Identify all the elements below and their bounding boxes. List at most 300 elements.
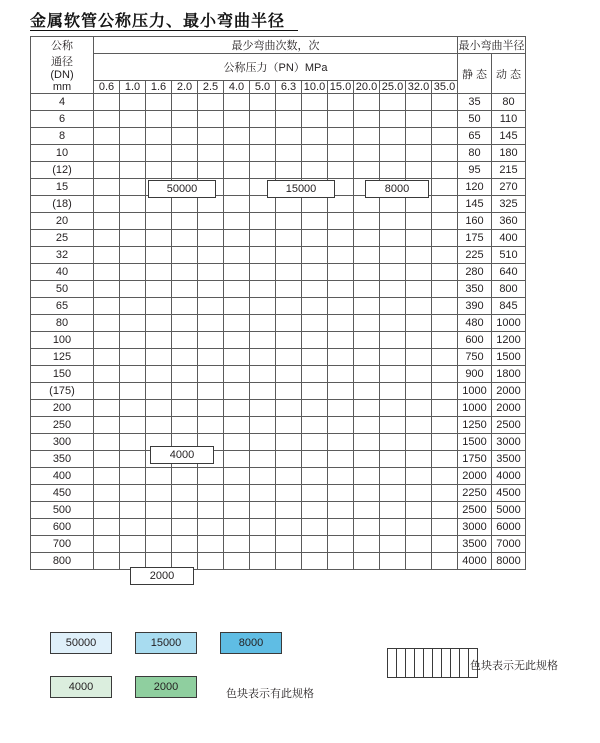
spec-cell — [354, 213, 380, 230]
table-row — [31, 400, 526, 417]
row-static-radius: 95 — [458, 162, 492, 179]
spec-cell — [354, 553, 380, 570]
row-static-radius: 145 — [458, 196, 492, 213]
spec-cell — [354, 400, 380, 417]
spec-cell — [250, 553, 276, 570]
row-dynamic-radius: 2500 — [492, 417, 526, 434]
spec-cell — [276, 94, 302, 111]
spec-cell — [302, 417, 328, 434]
spec-cell — [302, 264, 328, 281]
spec-cell — [146, 332, 172, 349]
legend-blank-grid — [387, 648, 478, 678]
spec-cell — [328, 111, 354, 128]
legend-blank-cell — [424, 649, 433, 678]
spec-cell — [328, 383, 354, 400]
spec-cell — [380, 264, 406, 281]
spec-cell — [302, 502, 328, 519]
spec-cell — [250, 230, 276, 247]
spec-cell — [250, 264, 276, 281]
spec-cell — [250, 281, 276, 298]
row-static-radius: 1500 — [458, 434, 492, 451]
table-row — [31, 383, 526, 400]
spec-cell — [380, 315, 406, 332]
spec-cell — [172, 366, 198, 383]
spec-cell — [120, 349, 146, 366]
table-row — [31, 213, 526, 230]
header-pn-value: 6.3 — [276, 81, 302, 94]
spec-cell — [302, 400, 328, 417]
spec-cell — [94, 366, 120, 383]
spec-cell — [94, 485, 120, 502]
spec-cell — [198, 485, 224, 502]
row-dynamic-radius: 145 — [492, 128, 526, 145]
spec-cell — [406, 468, 432, 485]
spec-cell — [328, 502, 354, 519]
row-dynamic-radius: 6000 — [492, 519, 526, 536]
spec-cell — [198, 553, 224, 570]
spec-cell — [276, 230, 302, 247]
spec-cell — [120, 417, 146, 434]
spec-cell — [120, 111, 146, 128]
spec-cell — [276, 315, 302, 332]
row-static-radius: 160 — [458, 213, 492, 230]
header-pn-value: 1.6 — [146, 81, 172, 94]
spec-cell — [224, 468, 250, 485]
spec-cell — [224, 247, 250, 264]
spec-cell — [198, 383, 224, 400]
spec-cell — [380, 434, 406, 451]
spec-cell — [250, 94, 276, 111]
spec-cell — [276, 128, 302, 145]
row-dn-label: 200 — [31, 400, 94, 417]
spec-cell — [432, 281, 458, 298]
header-dn-line-1: 公称 — [51, 40, 73, 52]
spec-cell — [250, 332, 276, 349]
spec-cell — [328, 417, 354, 434]
spec-cell — [354, 536, 380, 553]
row-dn-label: 25 — [31, 230, 94, 247]
spec-cell — [302, 451, 328, 468]
spec-cell — [302, 434, 328, 451]
row-dn-label: 4 — [31, 94, 94, 111]
legend-blank-cell — [406, 649, 415, 678]
legend-blank-cell — [451, 649, 460, 678]
spec-cell — [120, 162, 146, 179]
spec-cell — [224, 434, 250, 451]
spec-cell — [224, 485, 250, 502]
row-dynamic-radius: 180 — [492, 145, 526, 162]
row-dynamic-radius: 3000 — [492, 434, 526, 451]
spec-cell — [276, 536, 302, 553]
table-row — [31, 451, 526, 468]
spec-cell — [120, 298, 146, 315]
spec-cell — [198, 400, 224, 417]
spec-cell — [328, 553, 354, 570]
spec-cell — [406, 519, 432, 536]
row-static-radius: 2500 — [458, 502, 492, 519]
table-row — [31, 536, 526, 553]
spec-cell — [94, 179, 120, 196]
spec-cell — [146, 349, 172, 366]
spec-cell — [302, 536, 328, 553]
row-dn-label: (175) — [31, 383, 94, 400]
spec-cell — [406, 162, 432, 179]
table-row — [31, 145, 526, 162]
spec-cell — [120, 451, 146, 468]
row-dynamic-radius: 510 — [492, 247, 526, 264]
row-dynamic-radius: 360 — [492, 213, 526, 230]
row-dynamic-radius: 800 — [492, 281, 526, 298]
row-dn-label: 40 — [31, 264, 94, 281]
spec-cell — [146, 111, 172, 128]
row-dynamic-radius: 270 — [492, 179, 526, 196]
row-static-radius: 390 — [458, 298, 492, 315]
spec-cell — [380, 332, 406, 349]
spec-cell — [302, 332, 328, 349]
spec-cell — [250, 315, 276, 332]
spec-cell — [432, 502, 458, 519]
table-row — [31, 519, 526, 536]
spec-cell — [432, 111, 458, 128]
spec-cell — [380, 417, 406, 434]
spec-cell — [198, 111, 224, 128]
legend-label: 8000 — [220, 632, 282, 654]
header-pn-value: 35.0 — [432, 81, 458, 94]
spec-cell — [432, 298, 458, 315]
spec-cell — [172, 264, 198, 281]
spec-cell — [432, 145, 458, 162]
spec-cell — [380, 281, 406, 298]
spec-cell — [224, 94, 250, 111]
spec-cell — [224, 145, 250, 162]
spec-cell — [302, 230, 328, 247]
table-row — [31, 349, 526, 366]
spec-cell — [276, 485, 302, 502]
row-static-radius: 1750 — [458, 451, 492, 468]
spec-cell — [224, 519, 250, 536]
row-dynamic-radius: 325 — [492, 196, 526, 213]
spec-cell — [328, 451, 354, 468]
spec-cell — [432, 417, 458, 434]
spec-cell — [354, 111, 380, 128]
row-dynamic-radius: 8000 — [492, 553, 526, 570]
table-row — [31, 264, 526, 281]
spec-cell — [354, 366, 380, 383]
table-row — [31, 128, 526, 145]
header-pn-values-row — [31, 81, 526, 94]
spec-cell — [146, 247, 172, 264]
spec-cell — [276, 349, 302, 366]
spec-cell — [172, 196, 198, 213]
table-row — [31, 111, 526, 128]
spec-cell — [94, 315, 120, 332]
row-static-radius: 350 — [458, 281, 492, 298]
spec-cell — [380, 400, 406, 417]
spec-cell — [276, 502, 302, 519]
spec-cell — [224, 502, 250, 519]
header-dynamic: 动 态 — [492, 54, 526, 94]
spec-cell — [94, 502, 120, 519]
spec-cell — [302, 298, 328, 315]
table-row — [31, 332, 526, 349]
spec-cell — [224, 281, 250, 298]
spec-cell — [432, 434, 458, 451]
spec-cell — [406, 536, 432, 553]
spec-cell — [94, 536, 120, 553]
spec-cell — [94, 230, 120, 247]
spec-cell — [406, 553, 432, 570]
spec-cell — [432, 366, 458, 383]
spec-cell — [120, 213, 146, 230]
spec-cell — [354, 145, 380, 162]
header-pn-value: 10.0 — [302, 81, 328, 94]
spec-cell — [224, 417, 250, 434]
spec-cell — [198, 281, 224, 298]
spec-cell — [432, 553, 458, 570]
spec-cell — [276, 468, 302, 485]
header-pn-value: 4.0 — [224, 81, 250, 94]
spec-cell — [198, 247, 224, 264]
table-row — [31, 434, 526, 451]
spec-cell — [172, 536, 198, 553]
callout-value: 15000 — [267, 180, 335, 198]
spec-cell — [354, 298, 380, 315]
spec-cell — [172, 128, 198, 145]
spec-cell — [94, 111, 120, 128]
row-dn-label: 50 — [31, 281, 94, 298]
spec-cell — [328, 434, 354, 451]
spec-cell — [354, 247, 380, 264]
spec-cell — [276, 332, 302, 349]
spec-cell — [120, 94, 146, 111]
table-row — [31, 553, 526, 570]
spec-cell — [328, 162, 354, 179]
spec-cell — [406, 434, 432, 451]
spec-cell — [328, 145, 354, 162]
spec-cell — [328, 366, 354, 383]
spec-cell — [120, 434, 146, 451]
spec-cell — [198, 519, 224, 536]
spec-cell — [250, 349, 276, 366]
spec-cell — [432, 128, 458, 145]
callout-value: 4000 — [150, 446, 214, 464]
spec-cell — [328, 94, 354, 111]
spec-cell — [432, 519, 458, 536]
spec-cell — [302, 553, 328, 570]
spec-cell — [354, 128, 380, 145]
row-dn-label: 250 — [31, 417, 94, 434]
spec-cell — [354, 281, 380, 298]
spec-cell — [120, 247, 146, 264]
spec-cell — [198, 213, 224, 230]
row-dynamic-radius: 400 — [492, 230, 526, 247]
row-dn-label: 100 — [31, 332, 94, 349]
spec-cell — [120, 366, 146, 383]
spec-cell — [380, 111, 406, 128]
row-static-radius: 50 — [458, 111, 492, 128]
row-dynamic-radius: 4000 — [492, 468, 526, 485]
spec-cell — [354, 196, 380, 213]
spec-cell — [120, 145, 146, 162]
spec-cell — [172, 281, 198, 298]
row-dynamic-radius: 7000 — [492, 536, 526, 553]
spec-cell — [172, 94, 198, 111]
spec-cell — [224, 366, 250, 383]
spec-cell — [198, 162, 224, 179]
spec-cell — [354, 264, 380, 281]
header-pn-value: 5.0 — [250, 81, 276, 94]
row-dynamic-radius: 640 — [492, 264, 526, 281]
row-dn-label: 20 — [31, 213, 94, 230]
spec-cell — [406, 315, 432, 332]
table-header — [31, 37, 526, 94]
spec-cell — [146, 264, 172, 281]
spec-cell — [380, 298, 406, 315]
spec-cell — [172, 519, 198, 536]
row-dynamic-radius: 3500 — [492, 451, 526, 468]
row-static-radius: 2250 — [458, 485, 492, 502]
spec-cell — [172, 145, 198, 162]
spec-cell — [198, 230, 224, 247]
spec-cell — [380, 230, 406, 247]
spec-cell — [380, 485, 406, 502]
table-row — [31, 485, 526, 502]
spec-cell — [380, 468, 406, 485]
row-static-radius: 80 — [458, 145, 492, 162]
spec-cell — [432, 468, 458, 485]
row-dynamic-radius: 110 — [492, 111, 526, 128]
spec-cell — [250, 400, 276, 417]
spec-cell — [94, 417, 120, 434]
row-static-radius: 35 — [458, 94, 492, 111]
spec-cell — [432, 230, 458, 247]
spec-cell — [432, 332, 458, 349]
spec-cell — [172, 485, 198, 502]
legend — [30, 632, 570, 712]
row-static-radius: 1000 — [458, 383, 492, 400]
spec-cell — [224, 213, 250, 230]
spec-cell — [94, 145, 120, 162]
header-pn-value: 32.0 — [406, 81, 432, 94]
spec-cell — [198, 468, 224, 485]
spec-cell — [328, 247, 354, 264]
callout-value: 50000 — [148, 180, 216, 198]
spec-cell — [94, 264, 120, 281]
spec-cell — [146, 298, 172, 315]
spec-cell — [354, 94, 380, 111]
spec-cell — [120, 196, 146, 213]
spec-cell — [354, 434, 380, 451]
spec-cell — [198, 145, 224, 162]
row-dn-label: 450 — [31, 485, 94, 502]
spec-cell — [406, 281, 432, 298]
table-row — [31, 298, 526, 315]
spec-cell — [432, 264, 458, 281]
title-underline — [30, 30, 298, 31]
spec-cell — [406, 213, 432, 230]
spec-cell — [276, 519, 302, 536]
spec-cell — [302, 145, 328, 162]
spec-cell — [380, 383, 406, 400]
spec-cell — [432, 179, 458, 196]
spec-cell — [276, 162, 302, 179]
header-bend-times: 最少弯曲次数，次 — [94, 37, 458, 54]
spec-cell — [276, 213, 302, 230]
spec-cell — [302, 366, 328, 383]
spec-cell — [276, 298, 302, 315]
spec-cell — [432, 315, 458, 332]
spec-cell — [146, 366, 172, 383]
spec-cell — [380, 553, 406, 570]
spec-cell — [94, 468, 120, 485]
spec-cell — [94, 298, 120, 315]
spec-cell — [94, 553, 120, 570]
header-pn-value: 1.0 — [120, 81, 146, 94]
spec-cell — [302, 315, 328, 332]
table-row — [31, 468, 526, 485]
spec-cell — [302, 196, 328, 213]
row-static-radius: 900 — [458, 366, 492, 383]
spec-cell — [406, 485, 432, 502]
spec-cell — [302, 213, 328, 230]
spec-cell — [406, 111, 432, 128]
row-dn-label: 350 — [31, 451, 94, 468]
header-pn-value: 20.0 — [354, 81, 380, 94]
row-dn-label: 80 — [31, 315, 94, 332]
row-dn-label: 800 — [31, 553, 94, 570]
table-row — [31, 366, 526, 383]
row-static-radius: 750 — [458, 349, 492, 366]
spec-cell — [302, 349, 328, 366]
legend-blank-cell — [460, 649, 469, 678]
spec-cell — [224, 400, 250, 417]
spec-cell — [172, 315, 198, 332]
spec-cell — [380, 162, 406, 179]
spec-cell — [302, 468, 328, 485]
spec-cell — [120, 383, 146, 400]
spec-cell — [146, 485, 172, 502]
header-pn-value: 2.0 — [172, 81, 198, 94]
spec-cell — [224, 451, 250, 468]
spec-cell — [380, 536, 406, 553]
spec-cell — [276, 111, 302, 128]
spec-cell — [120, 128, 146, 145]
spec-cell — [250, 502, 276, 519]
spec-cell — [380, 128, 406, 145]
spec-cell — [224, 553, 250, 570]
spec-cell — [406, 417, 432, 434]
spec-table — [30, 36, 526, 570]
row-dynamic-radius: 1000 — [492, 315, 526, 332]
header-pn-value: 15.0 — [328, 81, 354, 94]
spec-cell — [406, 196, 432, 213]
row-dn-label: 700 — [31, 536, 94, 553]
row-static-radius: 1000 — [458, 400, 492, 417]
row-dynamic-radius: 1200 — [492, 332, 526, 349]
spec-cell — [276, 196, 302, 213]
spec-cell — [146, 519, 172, 536]
spec-cell — [406, 145, 432, 162]
spec-cell — [94, 383, 120, 400]
row-dynamic-radius: 80 — [492, 94, 526, 111]
row-dn-label: 65 — [31, 298, 94, 315]
row-dn-label: 32 — [31, 247, 94, 264]
spec-cell — [302, 94, 328, 111]
spec-cell — [172, 400, 198, 417]
spec-cell — [432, 400, 458, 417]
spec-cell — [406, 502, 432, 519]
legend-label: 2000 — [135, 676, 197, 698]
